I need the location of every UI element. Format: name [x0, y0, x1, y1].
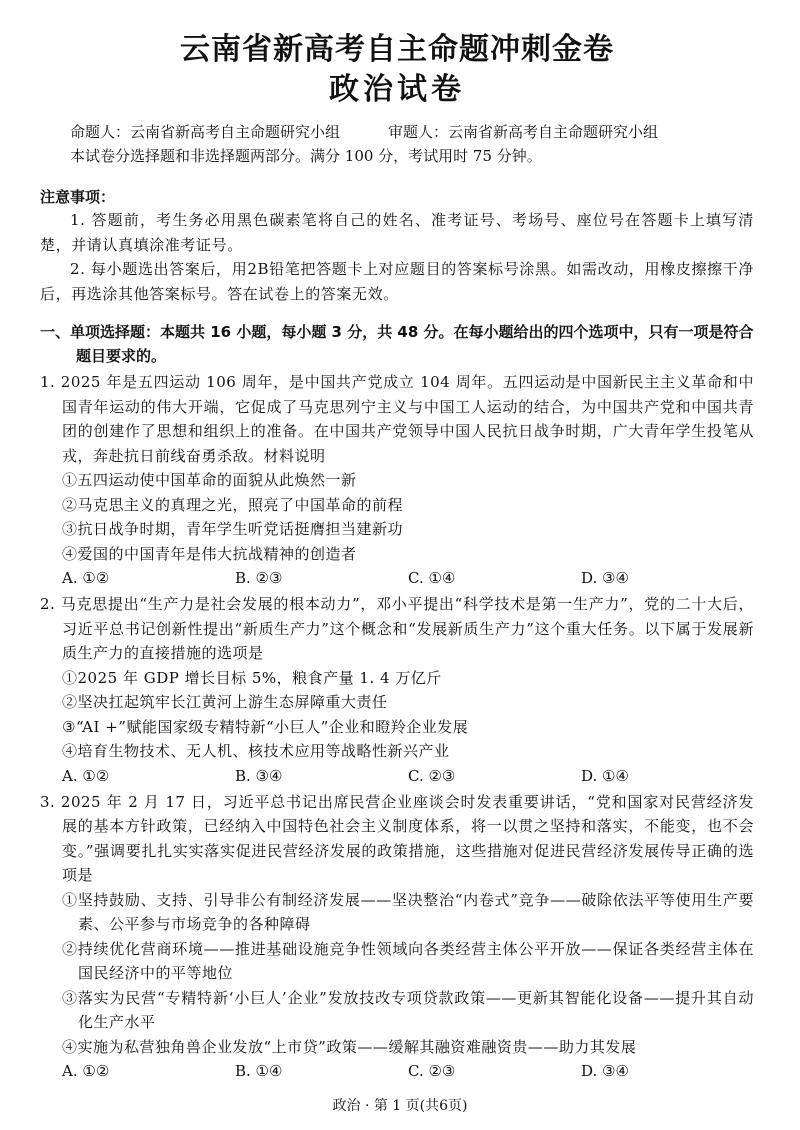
question-option: ③落实为民营“专精特新‘小巨人’企业”发放技改专项贷款政策——更新其智能化设备——提升其自动化生产水平 [62, 988, 754, 1031]
choice-b: B. ①④ [235, 1062, 283, 1080]
question-3 [40, 790, 754, 1084]
question-stem: 3. 2025 年 2 月 17 日，习近平总书记出席民营企业座谈会时发表重要讲话，“党和国家对民营经济发展的基本方针政策，已经纳入中国特色社会主义制度体系，将一以贯之坚持和落实，不能变，也不会变。”强调要扎扎实实落实促进民营经济发展的政策措施，这些措施对促进民营经济发展传导正确的选项是 [40, 792, 754, 884]
exam-subtitle: 政治试卷 [329, 72, 465, 107]
exam-info: 本试卷分选择题和非选择题两部分。满分 100 分，考试用时 75 分钟。 [70, 147, 542, 165]
section-heading: 一、单项选择题：本题共 16 小题，每小题 3 分，共 48 分。在每小题给出的四个选项中，只有一项是符合题目要求的。 [40, 323, 754, 365]
choice-d: D. ③④ [581, 569, 629, 587]
choice-a: A. ①② [62, 766, 110, 785]
question-option: ①坚持鼓励、支持、引导非公有制经济发展——坚决整治“内卷式”竞争——破除依法平等使用生产要素、公平参与市场竞争的各种障碍 [62, 890, 754, 933]
question-option: ④实施为私营独角兽企业发放“上市贷”政策——缓解其融资难融资贵——助力其发展 [62, 1037, 637, 1056]
answer-choices [40, 1059, 754, 1083]
question-stem: 2. 马克思提出“生产力是社会发展的根本动力”，邓小平提出“科学技术是第一生产力”，党的二十大后，习近平总书记创新性提出“新质生产力”这个概念和“发展新质生产力”这个重大任务。以下属于发展新质生产力的直接措施的选项是 [40, 595, 754, 662]
notes-heading: 注意事项： [40, 188, 116, 206]
reviewer-text: 审题人：云南省新高考自主命题研究小组 [388, 123, 659, 141]
question-option: ①2025 年 GDP 增长目标 5%，粮食产量 1. 4 万亿斤 [62, 668, 442, 687]
question-option: ④爱国的中国青年是伟大抗战精神的创造者 [62, 544, 357, 563]
author-text: 命题人：云南省新高考自主命题研究小组 [70, 123, 341, 141]
question-option: ②马克思主义的真理之光，照亮了中国革命的前程 [62, 495, 404, 514]
choice-b: B. ②③ [235, 569, 283, 587]
question-option: ②持续优化营商环境——推进基础设施竞争性领域向各类经营主体公平开放——保证各类经营主体在国民经济中的平等地位 [62, 939, 754, 982]
question-option: ③抗日战争时期，青年学生听党话挺膺担当建新功 [62, 520, 404, 538]
question-1 [40, 370, 754, 590]
answer-choices [40, 566, 754, 590]
author-line [40, 120, 754, 144]
question-option: ④培育生物技术、无人机、核技术应用等战略性新兴产业 [62, 742, 450, 760]
choice-d: D. ③④ [581, 1062, 629, 1080]
question-option: ③“AI +”赋能国家级专精特新“小巨人”企业和瞪羚企业发展 [62, 717, 469, 736]
choice-a: A. ①② [62, 569, 110, 587]
question-option: ①五四运动使中国革命的面貌从此焕然一新 [62, 471, 357, 489]
question-option: ②坚决扛起筑牢长江黄河上游生态屏障重大责任 [62, 693, 388, 711]
note-item: 2. 每小题选出答案后，用2B铅笔把答题卡上对应题目的答案标号涂黑。如需改动，用橡皮擦擦干净后，再选涂其他答案标号。答在试卷上的答案无效。 [40, 260, 754, 303]
note-item: 1. 答题前，考生务必用黑色碳素笔将自己的姓名、准考证号、考场号、座位号在答题卡上填写清楚，并请认真填涂准考证号。 [40, 211, 754, 254]
exam-title: 云南省新高考自主命题冲刺金卷 [180, 32, 614, 67]
question-stem: 1. 2025 年是五四运动 106 周年，是中国共产党成立 104 周年。五四运动是中国新民主主义革命和中国青年运动的伟大开端，它促成了马克思列宁主义与中国工人运动的结合，为中国共产党和中国共青团的创建作了思想和组织上的准备。在中国共产党领导中国人民抗日战争时期，广大青年学生投笔从戎，奔赴抗日前线奋勇杀敌。材料说明 [40, 373, 754, 465]
answer-choices [40, 764, 754, 788]
page-footer: 政治 · 第 1 页(共6页) [332, 1098, 468, 1114]
choice-a: A. ①② [62, 1062, 110, 1080]
choice-d: D. ①④ [581, 766, 629, 785]
choice-c: C. ②③ [408, 766, 456, 785]
choice-b: B. ③④ [235, 766, 283, 785]
choice-c: C. ①④ [408, 569, 456, 587]
question-2 [40, 592, 754, 788]
choice-c: C. ②③ [408, 1062, 456, 1080]
